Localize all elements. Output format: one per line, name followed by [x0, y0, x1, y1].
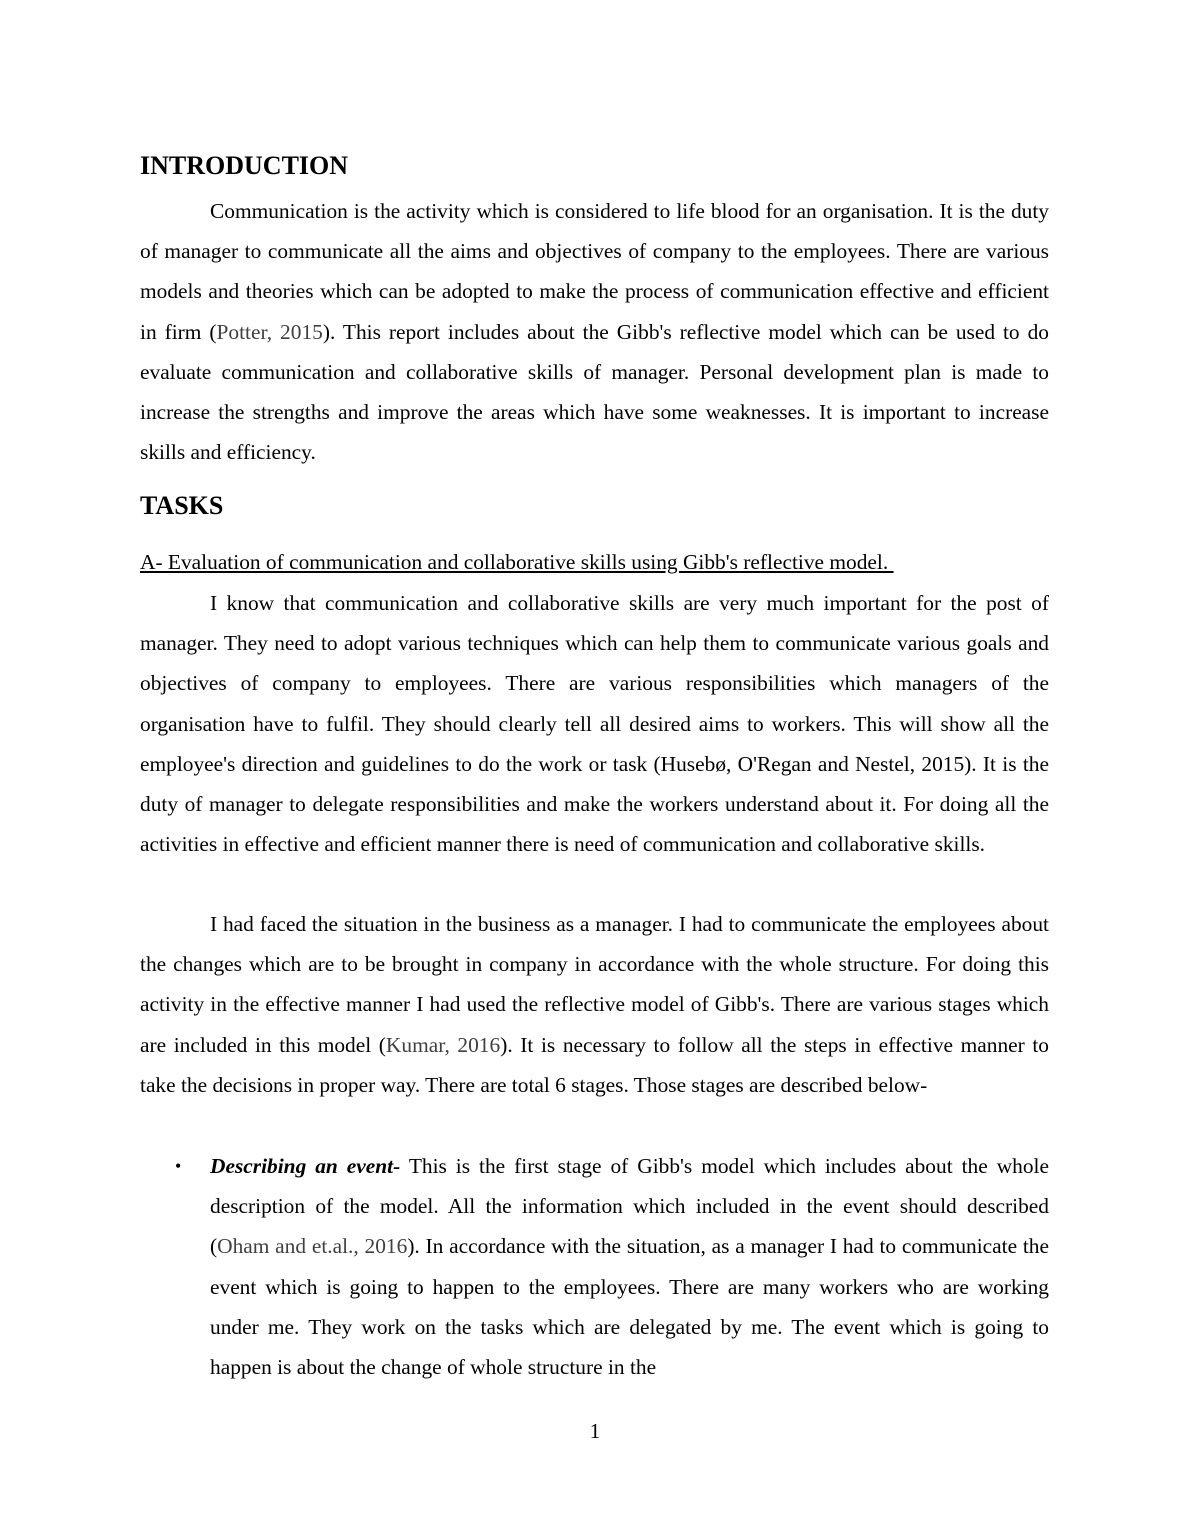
- bullet-title: Describing an event-: [210, 1154, 401, 1178]
- tasks-p2-text-2: ). It is necessary to follow all the steps in effective manner to take the decisions in proper way. There are total 6 stages. Those stages are described below-: [140, 1032, 1049, 1097]
- page-number: 1: [589, 1419, 601, 1443]
- tasks-paragraph-2: [140, 904, 1049, 1105]
- tasks-heading: TASKS: [140, 491, 224, 520]
- intro-citation: Potter, 2015: [216, 319, 323, 344]
- tasks-paragraph-1: I know that communication and collaborative skills are very much important for the post of manager. They need to adopt various techniques which can help them to communicate various goals and objectives of company to employees. There are various responsibilities which managers of the organisation have to fulfil. They should clearly tell all desired aims to workers. This will show all the employee's direction and guidelines to do the work or task (Husebø, O'Regan and Nestel, 2015). It is the duty of manager to delegate responsibilities and make the workers understand about it. For doing all the activities in effective and efficient manner there is need of communication and collaborative skills.: [140, 591, 1049, 857]
- bullet-citation: Oham and et.al., 2016: [217, 1234, 408, 1259]
- tasks-p2-citation: Kumar, 2016: [385, 1032, 501, 1057]
- intro-text-2: ). This report includes about the Gibb's reflective model which can be used to do evaluate communication and collaborative skills of manager. Personal development plan is made to increase the strengths and improve the areas which have some weaknesses. It is important to increase skills and efficiency.: [140, 319, 1049, 465]
- intro-text-1: Communication is the activity which is considered to life blood for an organisation. It is the duty of manager to communicate all the aims and objectives of company to the employees. There are various models and theories which can be adopted to make the process of communication effective and efficient in firm (: [140, 199, 1049, 344]
- bullet-item-describing-event: [175, 1146, 1049, 1387]
- introduction-paragraph: [140, 191, 1049, 472]
- tasks-p2-text-1: I had faced the situation in the business as a manager. I had to communicate the employees about the changes which are to be brought in company in accordance with the whole structure. For doing this activity in the effective manner I had used the reflective model of Gibb's. There are various stages which are included in this model (: [140, 912, 1049, 1057]
- bullet-text-1: This is the first stage of Gibb's model which includes about the whole description of the model. All the information which included in the event should described (: [210, 1154, 1049, 1259]
- bullet-icon: •: [175, 1156, 182, 1176]
- bullet-text-2: ). In accordance with the situation, as a manager I had to communicate the event which is going to happen to the employees. There are many workers who are working under me. They work on the tasks which are delegated by me. The event which is going to happen is about the change of whole structure in the: [210, 1234, 1049, 1380]
- introduction-heading: INTRODUCTION: [140, 151, 349, 180]
- task-a-subheading: A- Evaluation of communication and collaborative skills using Gibb's reflective model.: [140, 550, 894, 574]
